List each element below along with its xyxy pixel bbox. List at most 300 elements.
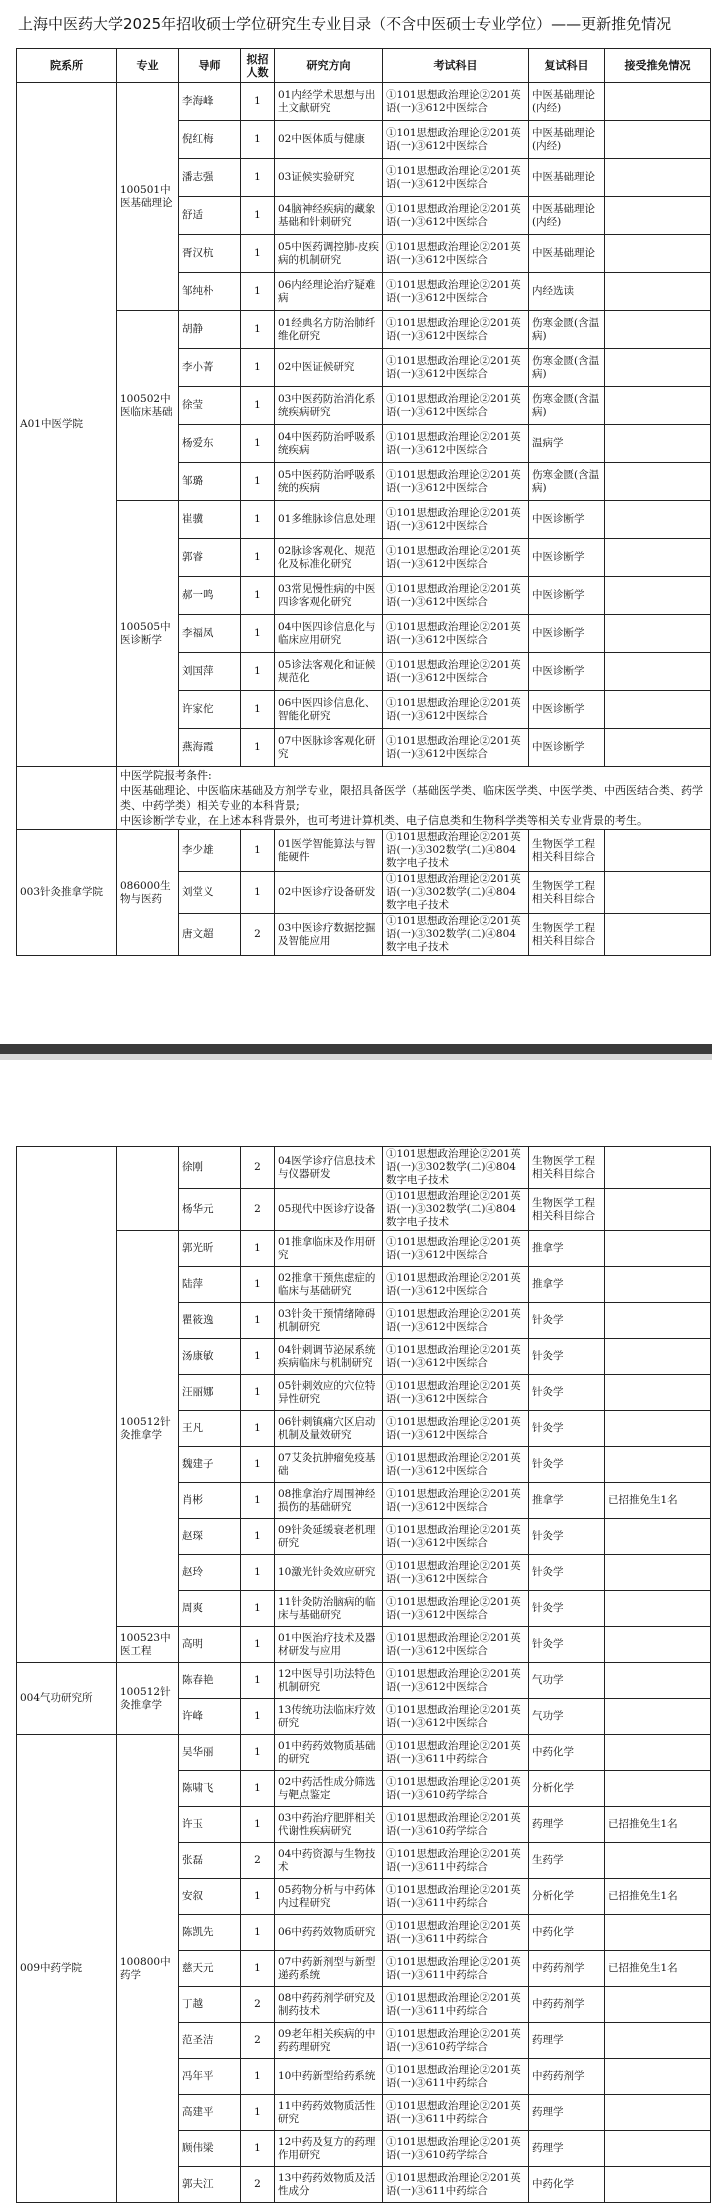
enroll-count-cell: 1 — [241, 1807, 275, 1843]
direction-cell: 11中药药效物质活性研究 — [275, 2095, 383, 2131]
enroll-count-cell: 2 — [241, 914, 275, 956]
mentor-cell: 顾伟梁 — [179, 2131, 241, 2167]
mentor-cell: 杨华元 — [179, 1189, 241, 1231]
enroll-count-cell: 1 — [241, 2131, 275, 2167]
exam-subjects-cell: ①101思想政治理论②201英语(一)③612中医综合 — [383, 425, 529, 463]
enroll-count-cell: 1 — [241, 197, 275, 235]
exam-subjects-cell: ①101思想政治理论②201英语(一)③612中医综合 — [383, 729, 529, 767]
exam-subjects-cell: ①101思想政治理论②201英语(一)③612中医综合 — [383, 1699, 529, 1735]
exam-subjects-cell: ①101思想政治理论②201英语(一)③612中医综合 — [383, 311, 529, 349]
retest-subjects-cell: 针灸学 — [529, 1555, 605, 1591]
major-cell: 100502中医临床基础 — [117, 311, 179, 501]
catalog-page-2 — [16, 1146, 710, 2203]
enroll-count-cell: 1 — [241, 425, 275, 463]
mentor-cell: 陆萍 — [179, 1267, 241, 1303]
retest-subjects-cell: 中药药剂学 — [529, 1951, 605, 1987]
mentor-cell: 邹璐 — [179, 463, 241, 501]
exam-subjects-cell: ①101思想政治理论②201英语(一)③612中医综合 — [383, 463, 529, 501]
recommend-status-cell — [605, 349, 711, 387]
mentor-cell: 安叙 — [179, 1879, 241, 1915]
exam-subjects-cell: ①101思想政治理论②201英语(一)③612中医综合 — [383, 235, 529, 273]
recommend-status-cell — [605, 311, 711, 349]
exam-subjects-cell: ①101思想政治理论②201英语(一)③611中药综合 — [383, 2095, 529, 2131]
table-row — [17, 311, 711, 349]
exam-subjects-cell: ①101思想政治理论②201英语(一)③302数学(二)④804数字电子技术 — [383, 1189, 529, 1231]
retest-subjects-cell: 药理学 — [529, 2023, 605, 2059]
direction-cell: 01推拿临床及作用研究 — [275, 1231, 383, 1267]
mentor-cell: 李福凤 — [179, 615, 241, 653]
recommend-status-cell — [605, 914, 711, 956]
dept-cell: 004气功研究所 — [17, 1663, 117, 1735]
direction-cell: 05诊法客观化和证候规范化 — [275, 653, 383, 691]
retest-subjects-cell: 分析化学 — [529, 1879, 605, 1915]
header-mentor: 导师 — [179, 49, 241, 83]
exam-subjects-cell: ①101思想政治理论②201英语(一)③612中医综合 — [383, 1339, 529, 1375]
recommend-status-cell — [605, 1411, 711, 1447]
retest-subjects-cell: 药理学 — [529, 1807, 605, 1843]
enroll-count-cell: 1 — [241, 1663, 275, 1699]
exam-subjects-cell: ①101思想政治理论②201英语(一)③611中药综合 — [383, 1951, 529, 1987]
retest-subjects-cell: 中药化学 — [529, 2167, 605, 2203]
exam-subjects-cell: ①101思想政治理论②201英语(一)③610药学综合 — [383, 2023, 529, 2059]
exam-subjects-cell: ①101思想政治理论②201英语(一)③302数学(二)④804数字电子技术 — [383, 914, 529, 956]
enroll-count-cell: 1 — [241, 577, 275, 615]
mentor-cell: 范圣洁 — [179, 2023, 241, 2059]
direction-cell: 05针刺效应的穴位特异性研究 — [275, 1375, 383, 1411]
direction-cell: 06内经理论治疗疑难病 — [275, 273, 383, 311]
exam-subjects-cell: ①101思想政治理论②201英语(一)③612中医综合 — [383, 1555, 529, 1591]
mentor-cell: 许峰 — [179, 1699, 241, 1735]
recommend-status-cell — [605, 1663, 711, 1699]
enroll-count-cell: 1 — [241, 1483, 275, 1519]
page-break-bar — [0, 1044, 712, 1054]
enroll-count-cell: 2 — [241, 2023, 275, 2059]
mentor-cell: 陈啸飞 — [179, 1771, 241, 1807]
exam-subjects-cell: ①101思想政治理论②201英语(一)③302数学(二)④804数字电子技术 — [383, 1147, 529, 1189]
enroll-count-cell: 1 — [241, 387, 275, 425]
exam-subjects-cell: ①101思想政治理论②201英语(一)③612中医综合 — [383, 197, 529, 235]
exam-subjects-cell: ①101思想政治理论②201英语(一)③612中医综合 — [383, 577, 529, 615]
mentor-cell: 汤康敏 — [179, 1339, 241, 1375]
table-row — [17, 1147, 711, 1189]
enroll-count-cell: 2 — [241, 1843, 275, 1879]
major-cell: 100505中医诊断学 — [117, 501, 179, 767]
exam-subjects-cell: ①101思想政治理论②201英语(一)③612中医综合 — [383, 1231, 529, 1267]
dept-cell — [17, 767, 117, 830]
enroll-count-cell: 1 — [241, 1555, 275, 1591]
exam-subjects-cell: ①101思想政治理论②201英语(一)③611中药综合 — [383, 2059, 529, 2095]
exam-subjects-cell: ①101思想政治理论②201英语(一)③611中药综合 — [383, 1915, 529, 1951]
mentor-cell: 邹纯朴 — [179, 273, 241, 311]
mentor-cell: 陈凯先 — [179, 1915, 241, 1951]
exam-subjects-cell: ①101思想政治理论②201英语(一)③612中医综合 — [383, 349, 529, 387]
direction-cell: 05中医药防治呼吸系统的疾病 — [275, 463, 383, 501]
mentor-cell: 高建平 — [179, 2095, 241, 2131]
recommend-status-cell — [605, 1519, 711, 1555]
direction-cell: 03针灸干预情绪障碍机制研究 — [275, 1303, 383, 1339]
direction-cell: 04中药资源与生物技术 — [275, 1843, 383, 1879]
enroll-count-cell: 1 — [241, 159, 275, 197]
recommend-status-cell — [605, 1627, 711, 1663]
enroll-count-cell: 2 — [241, 1147, 275, 1189]
mentor-cell: 瞿筱逸 — [179, 1303, 241, 1339]
retest-subjects-cell: 针灸学 — [529, 1375, 605, 1411]
direction-cell: 02中药活性成分筛选与靶点鉴定 — [275, 1771, 383, 1807]
retest-subjects-cell: 中药药剂学 — [529, 1987, 605, 2023]
enroll-count-cell: 1 — [241, 830, 275, 872]
direction-cell: 06中医四诊信息化、智能化研究 — [275, 691, 383, 729]
table-row — [17, 83, 711, 121]
header-exam-subjects: 考试科目 — [383, 49, 529, 83]
direction-cell: 09针灸延缓衰老机理研究 — [275, 1519, 383, 1555]
enroll-count-cell: 1 — [241, 872, 275, 914]
mentor-cell: 高明 — [179, 1627, 241, 1663]
direction-cell: 01中药药效物质基础的研究 — [275, 1735, 383, 1771]
enroll-count-cell: 1 — [241, 2059, 275, 2095]
dept-cell: 003针灸推拿学院 — [17, 830, 117, 956]
mentor-cell: 唐文超 — [179, 914, 241, 956]
enroll-count-cell: 1 — [241, 1339, 275, 1375]
enroll-count-cell: 2 — [241, 2167, 275, 2203]
mentor-cell: 陈春艳 — [179, 1663, 241, 1699]
mentor-cell: 肖彬 — [179, 1483, 241, 1519]
mentor-cell: 吴华丽 — [179, 1735, 241, 1771]
recommend-status-cell — [605, 463, 711, 501]
retest-subjects-cell: 针灸学 — [529, 1627, 605, 1663]
exam-subjects-cell: ①101思想政治理论②201英语(一)③612中医综合 — [383, 1591, 529, 1627]
mentor-cell: 郭光昕 — [179, 1231, 241, 1267]
recommend-status-cell — [605, 1555, 711, 1591]
recommend-status-cell — [605, 1591, 711, 1627]
exam-subjects-cell: ①101思想政治理论②201英语(一)③612中医综合 — [383, 1447, 529, 1483]
recommend-status-cell — [605, 577, 711, 615]
catalog-page-1 — [16, 48, 710, 956]
mentor-cell: 张磊 — [179, 1843, 241, 1879]
exam-subjects-cell: ①101思想政治理论②201英语(一)③611中药综合 — [383, 1843, 529, 1879]
mentor-cell: 许玉 — [179, 1807, 241, 1843]
exam-subjects-cell: ①101思想政治理论②201英语(一)③610药学综合 — [383, 2131, 529, 2167]
exam-subjects-cell: ①101思想政治理论②201英语(一)③610药学综合 — [383, 1771, 529, 1807]
direction-cell: 02脉诊客观化、规范化及标准化研究 — [275, 539, 383, 577]
exam-subjects-cell: ①101思想政治理论②201英语(一)③612中医综合 — [383, 615, 529, 653]
mentor-cell: 丁越 — [179, 1987, 241, 2023]
retest-subjects-cell: 中医诊断学 — [529, 539, 605, 577]
header-retest-subjects: 复试科目 — [529, 49, 605, 83]
direction-cell: 01经典名方防治肺纤维化研究 — [275, 311, 383, 349]
retest-subjects-cell: 伤寒金匮(含温病) — [529, 463, 605, 501]
recommend-status-cell — [605, 2167, 711, 2203]
recommend-status-cell: 已招推免生1名 — [605, 1807, 711, 1843]
recommend-status-cell — [605, 1339, 711, 1375]
recommend-status-cell — [605, 425, 711, 463]
recommend-status-cell: 已招推免生1名 — [605, 1879, 711, 1915]
retest-subjects-cell: 药理学 — [529, 2131, 605, 2167]
direction-cell: 01中医治疗技术及器材研发与应用 — [275, 1627, 383, 1663]
retest-subjects-cell: 针灸学 — [529, 1591, 605, 1627]
retest-subjects-cell: 中医基础理论 — [529, 159, 605, 197]
exam-subjects-cell: ①101思想政治理论②201英语(一)③612中医综合 — [383, 1267, 529, 1303]
enroll-count-cell: 1 — [241, 1915, 275, 1951]
recommend-status-cell — [605, 653, 711, 691]
exam-subjects-cell: ①101思想政治理论②201英语(一)③302数学(二)④804数字电子技术 — [383, 830, 529, 872]
recommend-status-cell — [605, 121, 711, 159]
direction-cell: 08推拿治疗周围神经损伤的基础研究 — [275, 1483, 383, 1519]
recommend-status-cell — [605, 235, 711, 273]
enroll-count-cell: 1 — [241, 311, 275, 349]
major-cell: 100512针灸推拿学 — [117, 1231, 179, 1627]
direction-cell: 07中药新剂型与新型递药系统 — [275, 1951, 383, 1987]
recommend-status-cell — [605, 872, 711, 914]
recommend-status-cell — [605, 830, 711, 872]
retest-subjects-cell: 中医诊断学 — [529, 729, 605, 767]
retest-subjects-cell: 中医基础理论 — [529, 235, 605, 273]
direction-cell: 02中医证候研究 — [275, 349, 383, 387]
exam-subjects-cell: ①101思想政治理论②201英语(一)③302数学(二)④804数字电子技术 — [383, 872, 529, 914]
mentor-cell: 潘志强 — [179, 159, 241, 197]
exam-subjects-cell: ①101思想政治理论②201英语(一)③612中医综合 — [383, 387, 529, 425]
retest-subjects-cell: 生物医学工程相关科目综合 — [529, 872, 605, 914]
enroll-count-cell: 1 — [241, 1231, 275, 1267]
table-row — [17, 1231, 711, 1267]
mentor-cell: 崔骥 — [179, 501, 241, 539]
direction-cell: 01多维脉诊信息处理 — [275, 501, 383, 539]
direction-cell: 08中药药剂学研究及制药技术 — [275, 1987, 383, 2023]
enroll-count-cell: 1 — [241, 463, 275, 501]
recommend-status-cell — [605, 539, 711, 577]
mentor-cell: 郭睿 — [179, 539, 241, 577]
header-major: 专业 — [117, 49, 179, 83]
table-header — [17, 49, 711, 83]
exam-subjects-cell: ①101思想政治理论②201英语(一)③612中医综合 — [383, 1519, 529, 1555]
direction-cell: 11针灸防治脑病的临床与基础研究 — [275, 1591, 383, 1627]
enroll-count-cell: 1 — [241, 691, 275, 729]
exam-subjects-cell: ①101思想政治理论②201英语(一)③612中医综合 — [383, 691, 529, 729]
recommend-status-cell — [605, 159, 711, 197]
exam-subjects-cell: ①101思想政治理论②201英语(一)③612中医综合 — [383, 1411, 529, 1447]
enroll-count-cell: 1 — [241, 615, 275, 653]
recommend-status-cell: 已招推免生1名 — [605, 1951, 711, 1987]
retest-subjects-cell: 气功学 — [529, 1699, 605, 1735]
recommend-status-cell — [605, 1231, 711, 1267]
retest-subjects-cell: 中药化学 — [529, 1735, 605, 1771]
direction-cell: 07中医脉诊客观化研究 — [275, 729, 383, 767]
table-row — [17, 1663, 711, 1699]
catalog-table-page-1 — [16, 48, 711, 956]
enroll-count-cell: 2 — [241, 1987, 275, 2023]
mentor-cell: 杨爱东 — [179, 425, 241, 463]
retest-subjects-cell: 温病学 — [529, 425, 605, 463]
direction-cell: 03中医药防治消化系统疾病研究 — [275, 387, 383, 425]
enroll-count-cell: 1 — [241, 1591, 275, 1627]
retest-subjects-cell: 推拿学 — [529, 1231, 605, 1267]
exam-subjects-cell: ①101思想政治理论②201英语(一)③611中药综合 — [383, 2167, 529, 2203]
admission-requirements-note: 中医学院报考条件: 中医基础理论、中医临床基础及方剂学专业，限招具备医学（基础医学类、临床医学类、中医学类、中西医结合类、药学类、中药学类）相关专业的本科背景; 中医诊断学专业，在上述本科背景外，也可考进计算机类、电子信息类和生物科学类等相关专业背景的考生。 — [117, 767, 711, 830]
direction-cell: 04中医四诊信息化与临床应用研究 — [275, 615, 383, 653]
retest-subjects-cell: 气功学 — [529, 1663, 605, 1699]
retest-subjects-cell: 中医诊断学 — [529, 615, 605, 653]
mentor-cell: 胡静 — [179, 311, 241, 349]
recommend-status-cell — [605, 387, 711, 425]
enroll-count-cell: 1 — [241, 1267, 275, 1303]
enroll-count-cell: 1 — [241, 2095, 275, 2131]
exam-subjects-cell: ①101思想政治理论②201英语(一)③612中医综合 — [383, 1303, 529, 1339]
recommend-status-cell — [605, 1147, 711, 1189]
recommend-status-cell — [605, 2131, 711, 2167]
direction-cell: 06针刺镇痛穴区启动机制及量效研究 — [275, 1411, 383, 1447]
mentor-cell: 胥汉杭 — [179, 235, 241, 273]
retest-subjects-cell: 中医基础理论(内经) — [529, 197, 605, 235]
exam-subjects-cell: ①101思想政治理论②201英语(一)③612中医综合 — [383, 159, 529, 197]
enroll-count-cell: 1 — [241, 501, 275, 539]
recommend-status-cell — [605, 1447, 711, 1483]
mentor-cell: 许家佗 — [179, 691, 241, 729]
recommend-status-cell: 已招推免生1名 — [605, 1483, 711, 1519]
exam-subjects-cell: ①101思想政治理论②201英语(一)③611中药综合 — [383, 1735, 529, 1771]
enroll-count-cell: 1 — [241, 1447, 275, 1483]
major-cell: 100501中医基础理论 — [117, 83, 179, 311]
direction-cell: 04医学诊疗信息技术与仪器研发 — [275, 1147, 383, 1189]
recommend-status-cell — [605, 83, 711, 121]
major-cell — [117, 1147, 179, 1231]
enroll-count-cell: 1 — [241, 1735, 275, 1771]
retest-subjects-cell: 中医诊断学 — [529, 501, 605, 539]
enroll-count-cell: 1 — [241, 1699, 275, 1735]
recommend-status-cell — [605, 1915, 711, 1951]
enroll-count-cell: 1 — [241, 121, 275, 159]
direction-cell: 07艾灸抗肿瘤免疫基础 — [275, 1447, 383, 1483]
direction-cell: 13传统功法临床疗效研究 — [275, 1699, 383, 1735]
direction-cell: 02中医诊疗设备研发 — [275, 872, 383, 914]
direction-cell: 02推拿干预焦虑症的临床与基础研究 — [275, 1267, 383, 1303]
enroll-count-cell: 1 — [241, 1519, 275, 1555]
mentor-cell: 刘国萍 — [179, 653, 241, 691]
retest-subjects-cell: 中医诊断学 — [529, 577, 605, 615]
mentor-cell: 李海峰 — [179, 83, 241, 121]
direction-cell: 03中药治疗肥胖相关代谢性疾病研究 — [275, 1807, 383, 1843]
direction-cell: 01医学智能算法与智能硬件 — [275, 830, 383, 872]
header-recommend-status: 接受推免情况 — [605, 49, 711, 83]
retest-subjects-cell: 中医基础理论(内经) — [529, 121, 605, 159]
direction-cell: 03证候实验研究 — [275, 159, 383, 197]
retest-subjects-cell: 生药学 — [529, 1843, 605, 1879]
direction-cell: 04中医药防治呼吸系统疾病 — [275, 425, 383, 463]
exam-subjects-cell: ①101思想政治理论②201英语(一)③612中医综合 — [383, 539, 529, 577]
header-direction: 研究方向 — [275, 49, 383, 83]
dept-cell — [17, 1147, 117, 1663]
enroll-count-cell: 1 — [241, 235, 275, 273]
direction-cell: 13中药药效物质及活性成分 — [275, 2167, 383, 2203]
recommend-status-cell — [605, 2023, 711, 2059]
exam-subjects-cell: ①101思想政治理论②201英语(一)③612中医综合 — [383, 653, 529, 691]
recommend-status-cell — [605, 273, 711, 311]
exam-subjects-cell: ①101思想政治理论②201英语(一)③612中医综合 — [383, 1483, 529, 1519]
recommend-status-cell — [605, 1303, 711, 1339]
enroll-count-cell: 1 — [241, 1303, 275, 1339]
table-row — [17, 501, 711, 539]
recommend-status-cell — [605, 1771, 711, 1807]
enroll-count-cell: 1 — [241, 349, 275, 387]
mentor-cell: 赵玲 — [179, 1555, 241, 1591]
mentor-cell: 周爽 — [179, 1591, 241, 1627]
enroll-count-cell: 1 — [241, 1879, 275, 1915]
direction-cell: 04针刺调节泌尿系统疾病临床与机制研究 — [275, 1339, 383, 1375]
recommend-status-cell — [605, 197, 711, 235]
mentor-cell: 舒适 — [179, 197, 241, 235]
recommend-status-cell — [605, 1189, 711, 1231]
recommend-status-cell — [605, 691, 711, 729]
retest-subjects-cell: 中医诊断学 — [529, 691, 605, 729]
mentor-cell: 徐刚 — [179, 1147, 241, 1189]
table-row — [17, 1627, 711, 1663]
dept-cell: 009中药学院 — [17, 1735, 117, 2203]
exam-subjects-cell: ①101思想政治理论②201英语(一)③612中医综合 — [383, 501, 529, 539]
direction-cell: 03中医诊疗数据挖掘及智能应用 — [275, 914, 383, 956]
enroll-count-cell: 1 — [241, 83, 275, 121]
retest-subjects-cell: 针灸学 — [529, 1339, 605, 1375]
dept-cell: A01中医学院 — [17, 83, 117, 767]
table-row — [17, 830, 711, 872]
mentor-cell: 倪红梅 — [179, 121, 241, 159]
recommend-status-cell — [605, 1843, 711, 1879]
retest-subjects-cell: 分析化学 — [529, 1771, 605, 1807]
enroll-count-cell: 2 — [241, 1189, 275, 1231]
exam-subjects-cell: ①101思想政治理论②201英语(一)③612中医综合 — [383, 1663, 529, 1699]
exam-subjects-cell: ①101思想政治理论②201英语(一)③612中医综合 — [383, 83, 529, 121]
retest-subjects-cell: 伤寒金匮(含温病) — [529, 387, 605, 425]
recommend-status-cell — [605, 1735, 711, 1771]
retest-subjects-cell: 生物医学工程相关科目综合 — [529, 1189, 605, 1231]
table-row — [17, 1735, 711, 1771]
exam-subjects-cell: ①101思想政治理论②201英语(一)③611中药综合 — [383, 1879, 529, 1915]
mentor-cell: 李小菁 — [179, 349, 241, 387]
direction-cell: 05现代中医诊疗设备 — [275, 1189, 383, 1231]
retest-subjects-cell: 内经选读 — [529, 273, 605, 311]
retest-subjects-cell: 中医诊断学 — [529, 653, 605, 691]
enroll-count-cell: 1 — [241, 653, 275, 691]
retest-subjects-cell: 生物医学工程相关科目综合 — [529, 1147, 605, 1189]
recommend-status-cell — [605, 729, 711, 767]
retest-subjects-cell: 推拿学 — [529, 1267, 605, 1303]
recommend-status-cell — [605, 1375, 711, 1411]
direction-cell: 10中药新型给药系统 — [275, 2059, 383, 2095]
retest-subjects-cell: 针灸学 — [529, 1411, 605, 1447]
retest-subjects-cell: 伤寒金匮(含温病) — [529, 349, 605, 387]
mentor-cell: 郭夫江 — [179, 2167, 241, 2203]
recommend-status-cell — [605, 2059, 711, 2095]
mentor-cell: 徐莹 — [179, 387, 241, 425]
retest-subjects-cell: 中药药剂学 — [529, 2059, 605, 2095]
mentor-cell: 王凡 — [179, 1411, 241, 1447]
enroll-count-cell: 1 — [241, 1411, 275, 1447]
mentor-cell: 郝一鸣 — [179, 577, 241, 615]
exam-subjects-cell: ①101思想政治理论②201英语(一)③612中医综合 — [383, 121, 529, 159]
catalog-table-page-2 — [16, 1146, 711, 2203]
direction-cell: 03常见慢性病的中医四诊客观化研究 — [275, 577, 383, 615]
mentor-cell: 冯年平 — [179, 2059, 241, 2095]
enroll-count-cell: 1 — [241, 1375, 275, 1411]
mentor-cell: 李少雄 — [179, 830, 241, 872]
recommend-status-cell — [605, 1267, 711, 1303]
enroll-count-cell: 1 — [241, 1771, 275, 1807]
enroll-count-cell: 1 — [241, 1627, 275, 1663]
retest-subjects-cell: 针灸学 — [529, 1519, 605, 1555]
direction-cell: 12中药及复方的药理作用研究 — [275, 2131, 383, 2167]
recommend-status-cell — [605, 2095, 711, 2131]
exam-subjects-cell: ①101思想政治理论②201英语(一)③611中药综合 — [383, 1987, 529, 2023]
enroll-count-cell: 1 — [241, 273, 275, 311]
retest-subjects-cell: 推拿学 — [529, 1483, 605, 1519]
header-dept: 院系所 — [17, 49, 117, 83]
